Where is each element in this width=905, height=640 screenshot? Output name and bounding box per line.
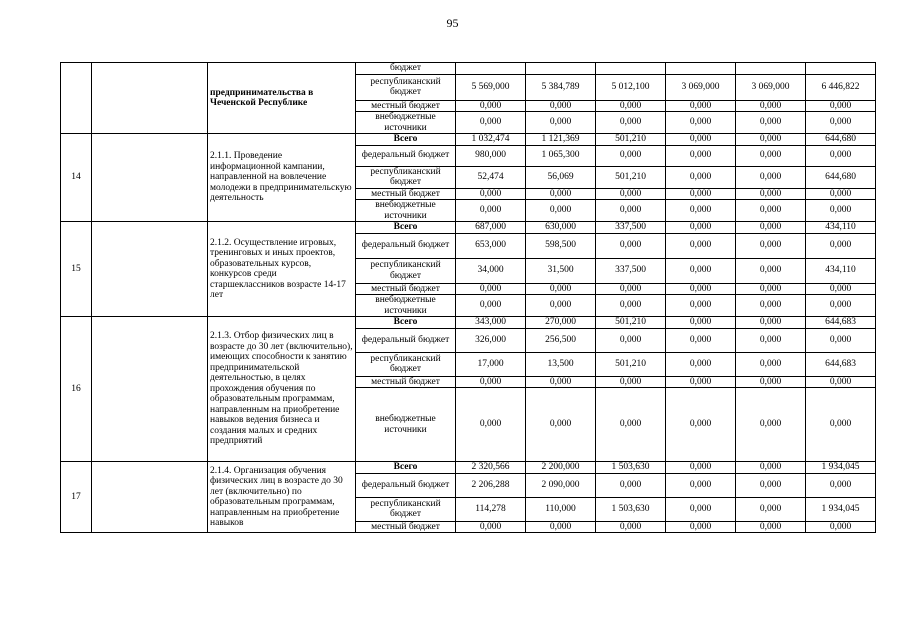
amount-cell: 337,500 bbox=[596, 258, 666, 283]
amount-cell: 0,000 bbox=[596, 112, 666, 134]
block-17-empty-cell bbox=[92, 462, 208, 533]
block-17-number: 17 bbox=[61, 462, 92, 533]
amount-cell: 644,683 bbox=[806, 317, 876, 329]
amount-cell: 0,000 bbox=[736, 473, 806, 497]
block-16-empty-cell bbox=[92, 317, 208, 462]
amount-cell: 0,000 bbox=[596, 100, 666, 112]
amount-cell: 1 934,045 bbox=[806, 497, 876, 521]
amount-cell: 0,000 bbox=[806, 188, 876, 200]
amount-cell: 0,000 bbox=[526, 295, 596, 317]
amount-cell: 0,000 bbox=[736, 328, 806, 352]
funding-source-label: федеральный бюджет bbox=[356, 145, 456, 166]
amount-cell: 0,000 bbox=[666, 376, 736, 388]
amount-cell: 0,000 bbox=[526, 100, 596, 112]
top-block-number bbox=[61, 63, 92, 134]
amount-cell: 0,000 bbox=[806, 145, 876, 166]
funding-source-label: внебюджетные источники bbox=[356, 295, 456, 317]
amount-cell: 17,000 bbox=[456, 352, 526, 376]
block-15-number: 15 bbox=[61, 222, 92, 317]
amount-cell: 630,000 bbox=[526, 222, 596, 234]
amount-cell: 0,000 bbox=[666, 145, 736, 166]
amount-cell: 501,210 bbox=[596, 166, 666, 188]
amount-cell: 0,000 bbox=[736, 283, 806, 295]
amount-cell: 52,474 bbox=[456, 166, 526, 188]
table-row bbox=[61, 222, 876, 234]
amount-cell: 0,000 bbox=[806, 473, 876, 497]
block-15-empty-cell bbox=[92, 222, 208, 317]
amount-cell: 5 012,100 bbox=[596, 74, 666, 100]
amount-cell: 0,000 bbox=[806, 233, 876, 258]
amount-cell: 5 384,789 bbox=[526, 74, 596, 100]
amount-cell: 0,000 bbox=[736, 258, 806, 283]
block-14-number: 14 bbox=[61, 134, 92, 222]
amount-cell: 1 503,630 bbox=[596, 497, 666, 521]
amount-cell: 653,000 bbox=[456, 233, 526, 258]
funding-source-label: местный бюджет bbox=[356, 283, 456, 295]
amount-cell: 0,000 bbox=[736, 112, 806, 134]
amount-cell bbox=[526, 63, 596, 75]
amount-cell: 0,000 bbox=[596, 200, 666, 222]
funding-source-label: республиканский бюджет bbox=[356, 74, 456, 100]
budget-table bbox=[60, 62, 876, 533]
amount-cell: 326,000 bbox=[456, 328, 526, 352]
amount-cell: 0,000 bbox=[666, 295, 736, 317]
amount-cell: 434,110 bbox=[806, 258, 876, 283]
amount-cell: 0,000 bbox=[456, 521, 526, 533]
amount-cell bbox=[736, 63, 806, 75]
amount-cell: 0,000 bbox=[806, 100, 876, 112]
amount-cell: 0,000 bbox=[596, 328, 666, 352]
amount-cell: 0,000 bbox=[736, 462, 806, 474]
amount-cell: 501,210 bbox=[596, 317, 666, 329]
amount-cell: 0,000 bbox=[666, 233, 736, 258]
amount-cell: 0,000 bbox=[666, 352, 736, 376]
amount-cell: 0,000 bbox=[526, 112, 596, 134]
amount-cell: 501,210 bbox=[596, 134, 666, 146]
amount-cell: 0,000 bbox=[736, 134, 806, 146]
amount-cell: 0,000 bbox=[806, 328, 876, 352]
amount-cell: 343,000 bbox=[456, 317, 526, 329]
amount-cell: 0,000 bbox=[666, 188, 736, 200]
funding-source-label: внебюджетные источники bbox=[356, 388, 456, 462]
top-block-empty-cell bbox=[92, 63, 208, 134]
amount-cell bbox=[806, 63, 876, 75]
amount-cell: 2 200,000 bbox=[526, 462, 596, 474]
amount-cell: 0,000 bbox=[526, 188, 596, 200]
amount-cell: 0,000 bbox=[456, 188, 526, 200]
amount-cell: 0,000 bbox=[596, 145, 666, 166]
funding-source-label: местный бюджет bbox=[356, 100, 456, 112]
funding-source-label: федеральный бюджет bbox=[356, 233, 456, 258]
amount-cell: 1 121,369 bbox=[526, 134, 596, 146]
amount-cell: 0,000 bbox=[806, 295, 876, 317]
amount-cell: 0,000 bbox=[666, 222, 736, 234]
amount-cell: 0,000 bbox=[736, 145, 806, 166]
amount-cell: 0,000 bbox=[526, 388, 596, 462]
amount-cell: 644,683 bbox=[806, 352, 876, 376]
amount-cell: 0,000 bbox=[806, 388, 876, 462]
amount-cell: 6 446,822 bbox=[806, 74, 876, 100]
table-row bbox=[61, 462, 876, 474]
amount-cell: 0,000 bbox=[456, 200, 526, 222]
amount-cell: 0,000 bbox=[666, 388, 736, 462]
amount-cell: 0,000 bbox=[736, 521, 806, 533]
amount-cell: 501,210 bbox=[596, 352, 666, 376]
top-block-description: предпринимательства в Чеченской Республике bbox=[208, 63, 356, 134]
funding-source-label: местный бюджет bbox=[356, 376, 456, 388]
funding-source-label: Всего bbox=[356, 222, 456, 234]
amount-cell: 0,000 bbox=[596, 188, 666, 200]
amount-cell: 0,000 bbox=[666, 100, 736, 112]
amount-cell: 0,000 bbox=[596, 283, 666, 295]
funding-source-label: внебюджетные источники bbox=[356, 200, 456, 222]
funding-source-label: Всего bbox=[356, 134, 456, 146]
amount-cell bbox=[596, 63, 666, 75]
amount-cell: 0,000 bbox=[456, 112, 526, 134]
amount-cell: 0,000 bbox=[806, 112, 876, 134]
amount-cell: 0,000 bbox=[526, 200, 596, 222]
amount-cell: 13,500 bbox=[526, 352, 596, 376]
amount-cell: 2 206,288 bbox=[456, 473, 526, 497]
amount-cell: 0,000 bbox=[666, 317, 736, 329]
amount-cell bbox=[666, 63, 736, 75]
funding-source-label: внебюджетные источники bbox=[356, 112, 456, 134]
amount-cell: 270,000 bbox=[526, 317, 596, 329]
amount-cell: 0,000 bbox=[456, 283, 526, 295]
amount-cell: 114,278 bbox=[456, 497, 526, 521]
amount-cell: 0,000 bbox=[666, 283, 736, 295]
amount-cell: 0,000 bbox=[736, 100, 806, 112]
amount-cell: 0,000 bbox=[596, 295, 666, 317]
amount-cell: 0,000 bbox=[456, 376, 526, 388]
amount-cell: 0,000 bbox=[736, 222, 806, 234]
amount-cell: 0,000 bbox=[736, 376, 806, 388]
table-row bbox=[61, 134, 876, 146]
funding-source-label: республиканский бюджет bbox=[356, 352, 456, 376]
amount-cell: 56,069 bbox=[526, 166, 596, 188]
amount-cell: 0,000 bbox=[806, 376, 876, 388]
funding-source-label: федеральный бюджет bbox=[356, 328, 456, 352]
amount-cell: 110,000 bbox=[526, 497, 596, 521]
amount-cell: 0,000 bbox=[666, 521, 736, 533]
amount-cell: 3 069,000 bbox=[666, 74, 736, 100]
amount-cell: 0,000 bbox=[526, 521, 596, 533]
block-16-description: 2.1.3. Отбор физических лиц в возрасте до 30 лет (включительно), имеющих способности к занятию предпринимательской деятельностью, в целях прохождения обучения по образовательным программам, направленным на приобретение навыков ведения бизнеса и создания малых и средних предприятий bbox=[208, 317, 356, 462]
amount-cell: 0,000 bbox=[736, 295, 806, 317]
amount-cell: 0,000 bbox=[666, 328, 736, 352]
block-14-empty-cell bbox=[92, 134, 208, 222]
amount-cell: 980,000 bbox=[456, 145, 526, 166]
amount-cell: 0,000 bbox=[596, 521, 666, 533]
amount-cell: 0,000 bbox=[596, 233, 666, 258]
amount-cell: 34,000 bbox=[456, 258, 526, 283]
amount-cell: 0,000 bbox=[666, 473, 736, 497]
amount-cell: 0,000 bbox=[806, 200, 876, 222]
amount-cell: 0,000 bbox=[666, 134, 736, 146]
amount-cell: 0,000 bbox=[526, 376, 596, 388]
amount-cell bbox=[456, 63, 526, 75]
block-16-number: 16 bbox=[61, 317, 92, 462]
page-number: 95 bbox=[446, 16, 459, 30]
amount-cell: 0,000 bbox=[596, 473, 666, 497]
amount-cell: 687,000 bbox=[456, 222, 526, 234]
amount-cell: 0,000 bbox=[526, 283, 596, 295]
funding-source-label: федеральный бюджет bbox=[356, 473, 456, 497]
amount-cell: 0,000 bbox=[736, 388, 806, 462]
amount-cell: 0,000 bbox=[736, 188, 806, 200]
block-14-description: 2.1.1. Проведение информационной кампании, направленной на вовлечение молодежи в предпринимательскую деятельность bbox=[208, 134, 356, 222]
amount-cell: 1 065,300 bbox=[526, 145, 596, 166]
amount-cell: 434,110 bbox=[806, 222, 876, 234]
amount-cell: 0,000 bbox=[736, 233, 806, 258]
amount-cell: 31,500 bbox=[526, 258, 596, 283]
amount-cell: 2 090,000 bbox=[526, 473, 596, 497]
funding-source-label: бюджет bbox=[356, 63, 456, 75]
funding-source-label: местный бюджет bbox=[356, 188, 456, 200]
block-15-description: 2.1.2. Осуществление игровых, тренинговых и иных проектов, образовательных курсов, конкурсов среди старшеклассников возрасте 14-17 лет bbox=[208, 222, 356, 317]
amount-cell: 0,000 bbox=[736, 166, 806, 188]
amount-cell: 0,000 bbox=[666, 462, 736, 474]
amount-cell: 0,000 bbox=[456, 100, 526, 112]
funding-source-label: Всего bbox=[356, 317, 456, 329]
amount-cell: 0,000 bbox=[666, 258, 736, 283]
block-17-description: 2.1.4. Организация обучения физических лиц в возрасте до 30 лет (включительно) по образовательным программам, направленным на приобретение навыков bbox=[208, 462, 356, 533]
amount-cell: 256,500 bbox=[526, 328, 596, 352]
amount-cell: 3 069,000 bbox=[736, 74, 806, 100]
funding-source-label: местный бюджет bbox=[356, 521, 456, 533]
amount-cell: 0,000 bbox=[806, 521, 876, 533]
amount-cell: 0,000 bbox=[596, 388, 666, 462]
amount-cell: 1 032,474 bbox=[456, 134, 526, 146]
amount-cell: 5 569,000 bbox=[456, 74, 526, 100]
amount-cell: 0,000 bbox=[666, 497, 736, 521]
amount-cell: 598,500 bbox=[526, 233, 596, 258]
amount-cell: 0,000 bbox=[666, 200, 736, 222]
amount-cell: 2 320,566 bbox=[456, 462, 526, 474]
amount-cell: 0,000 bbox=[596, 376, 666, 388]
amount-cell: 1 934,045 bbox=[806, 462, 876, 474]
amount-cell: 337,500 bbox=[596, 222, 666, 234]
amount-cell: 0,000 bbox=[806, 283, 876, 295]
amount-cell: 0,000 bbox=[736, 200, 806, 222]
amount-cell: 0,000 bbox=[456, 295, 526, 317]
funding-source-label: республиканский бюджет bbox=[356, 497, 456, 521]
amount-cell: 0,000 bbox=[736, 497, 806, 521]
funding-source-label: Всего bbox=[356, 462, 456, 474]
funding-source-label: республиканский бюджет bbox=[356, 166, 456, 188]
table-row bbox=[61, 317, 876, 329]
amount-cell: 644,680 bbox=[806, 166, 876, 188]
amount-cell: 0,000 bbox=[736, 352, 806, 376]
amount-cell: 0,000 bbox=[736, 317, 806, 329]
amount-cell: 0,000 bbox=[666, 112, 736, 134]
amount-cell: 0,000 bbox=[666, 166, 736, 188]
amount-cell: 644,680 bbox=[806, 134, 876, 146]
amount-cell: 1 503,630 bbox=[596, 462, 666, 474]
table-row bbox=[61, 63, 876, 75]
amount-cell: 0,000 bbox=[456, 388, 526, 462]
funding-source-label: республиканский бюджет bbox=[356, 258, 456, 283]
